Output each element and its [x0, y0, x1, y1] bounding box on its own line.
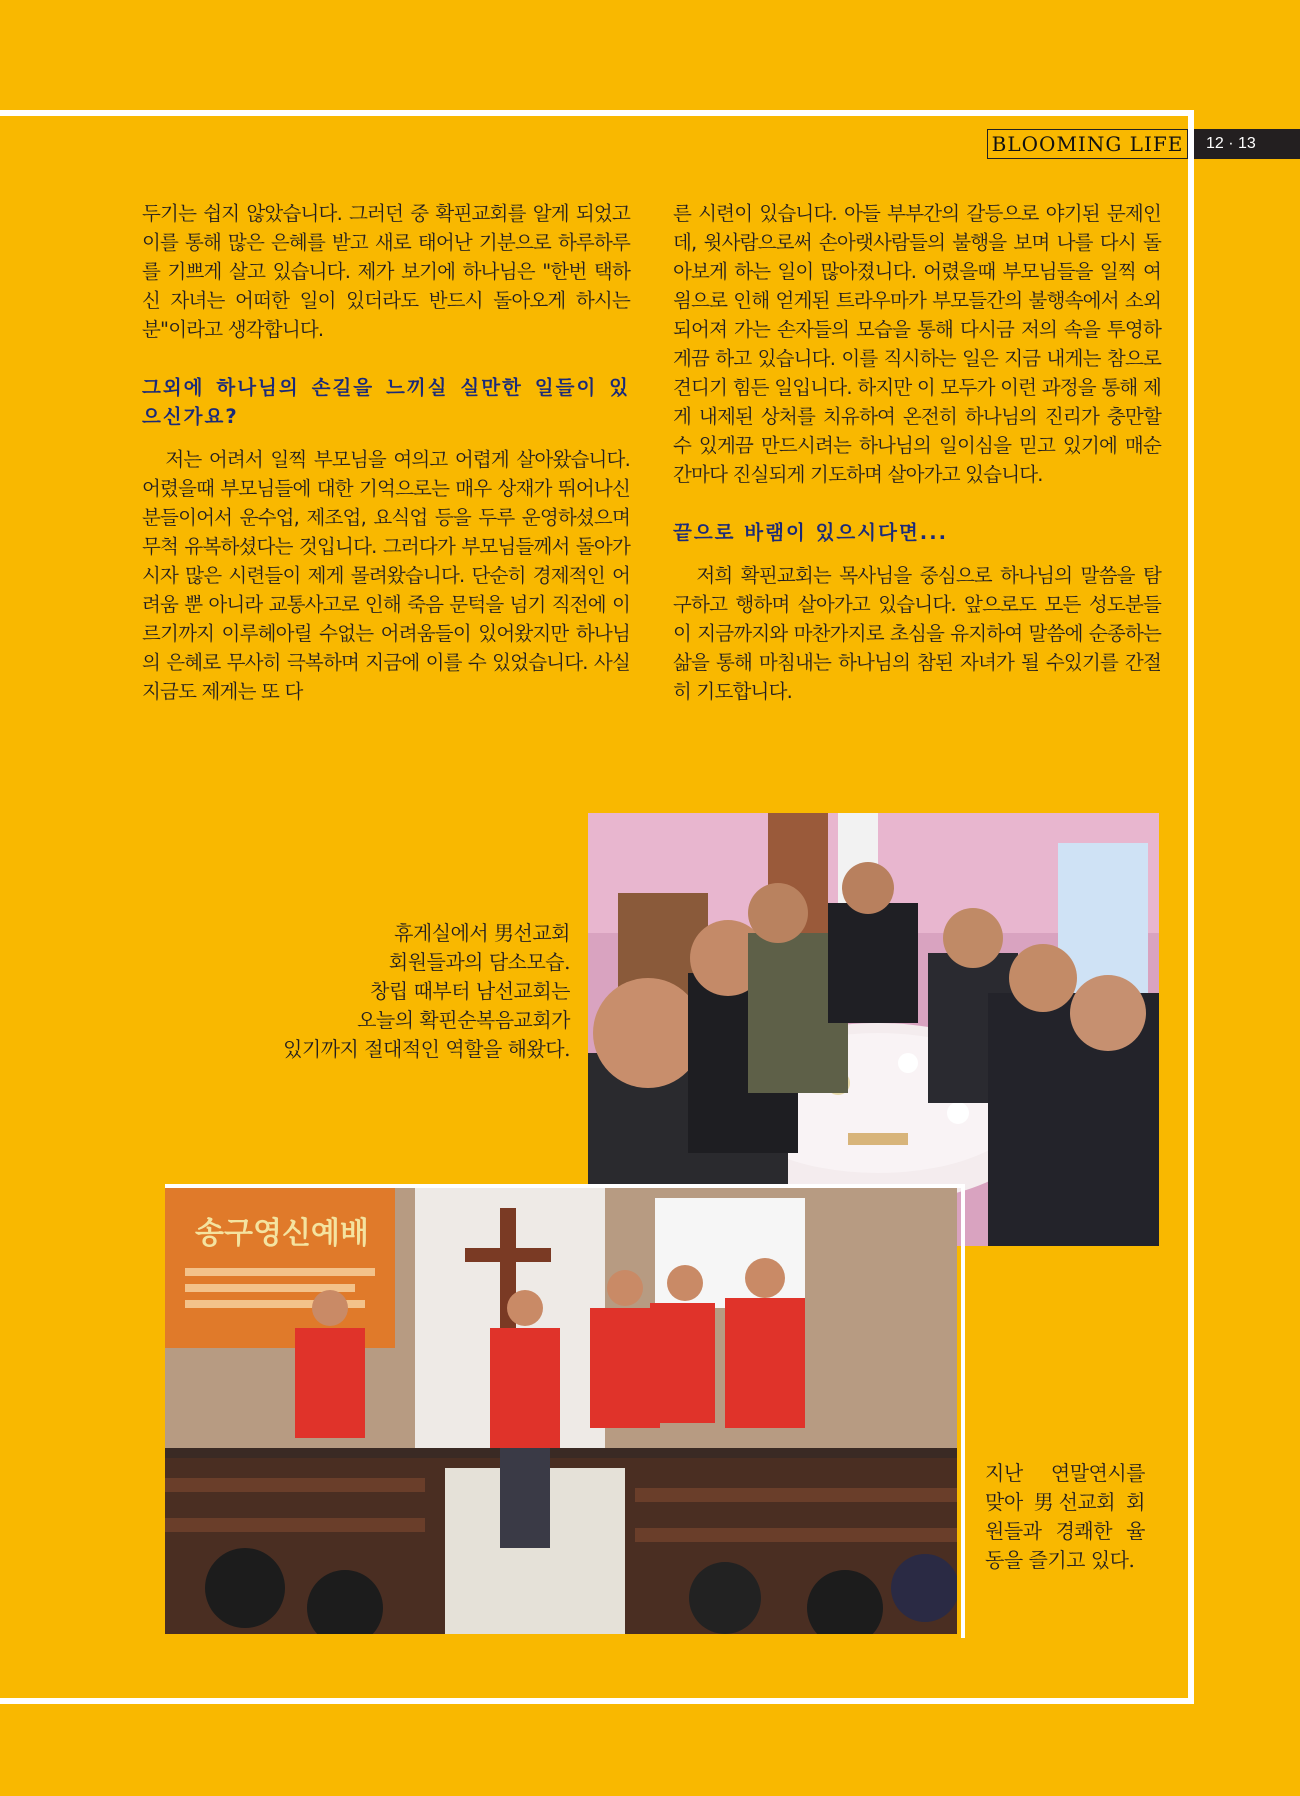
banner-text: 송구영신예배 — [195, 1216, 369, 1251]
right-paragraph-2: 저희 확핀교회는 목사님을 중심으로 하나님의 말씀을 탐구하고 행하며 살아가고 있습니다. 앞으로도 모든 성도분들이 지금까지와 마찬가지로 초심을 유지하여 말씀에 순종하는 삶을 통해 마침내는 하나님의 참된 자녀가 될 수있기를 간절히 기도합니다. — [673, 564, 1161, 703]
caption-line: 회원들과의 담소모습. — [388, 950, 570, 974]
lounge-photo — [588, 813, 1159, 1246]
right-section-heading: 끝으로 바램이 있으시다면... — [673, 521, 949, 544]
lounge-photo-caption — [230, 919, 570, 1064]
left-paragraph-1: 두기는 쉽지 않았습니다. 그러던 중 확핀교회를 알게 되었고 이를 통해 많은 은혜를 받고 새로 태어난 기분으로 하루하루를 기쁘게 살고 있습니다. 제가 보기에 하나님은 "한번 택하신 자녀는 어떠한 일이 있더라도 반드시 돌아오게 하시는 분"이라고 생각합니다. — [142, 202, 630, 341]
performance-photo-caption: 지난 연말연시를 맞아 男선교회 회원들과 경쾌한 율동을 즐기고 있다. — [985, 1461, 1145, 1572]
caption-line: 오늘의 확핀순복음교회가 — [357, 1008, 570, 1032]
caption-line: 있기까지 절대적인 역할을 해왔다. — [283, 1037, 570, 1061]
page-numbers: 12 · 13 — [1194, 129, 1300, 159]
page-frame-top — [0, 110, 1194, 116]
left-section-heading: 그외에 하나님의 손길을 느끼실 실만한 일들이 있으신가요? — [142, 376, 630, 428]
right-text-column — [673, 199, 1161, 706]
left-text-column — [142, 199, 630, 706]
left-paragraph-2: 저는 어려서 일찍 부모님을 여의고 어렵게 살아왔습니다. 어렸을때 부모님들에 대한 기억으로는 매우 상재가 뛰어나신 분들이어서 운수업, 제조업, 요식업 등을 두루 운영하셨으며 무척 유복하셨다는 것입니다. 그러다가 부모님들께서 돌아가시자 많은 시련들이 제게 몰려왔습니다. 단순히 경제적인 어려움 뿐 아니라 교통사고로 인해 죽음 문턱을 넘기 직전에 이르기까지 이루헤아릴 수없는 어려움들이 있어왔지만 하나님의 은혜로 무사히 극복하며 지금에 이를 수 있었습니다. 사실 지금도 제게는 또 다 — [142, 448, 630, 703]
caption-line: 창립 때부터 남선교회는 — [370, 979, 570, 1003]
page-frame-bottom — [0, 1698, 1194, 1704]
right-paragraph-1: 른 시련이 있습니다. 아들 부부간의 갈등으로 야기된 문제인데, 윗사람으로써 손아랫사람들의 불행을 보며 나를 다시 돌아보게 하는 일이 많아졌니다. 어렸을때 부모님들을 일찍 여읨으로 인해 얻게된 트라우마가 부모들간의 불행속에서 소외되어져 가는 손자들의 모습을 통해 다시금 저의 속을 투영하게끔 하고 있습니다. 이를 직시하는 일은 지금 내게는 참으로 견디기 힘든 일입니다. 하지만 이 모두가 이런 과정을 통해 제게 내제된 상처를 치유하여 온전히 하나님의 진리가 충만할 수 있게끔 만드시려는 하나님의 일이심을 믿고 있기에 매순간마다 진실되게 기도하며 살아가고 있습니다. — [673, 202, 1161, 486]
performance-photo — [165, 1184, 965, 1638]
caption-line: 휴게실에서 男선교회 — [394, 921, 570, 945]
magazine-title: BLOOMING LIFE — [987, 129, 1188, 159]
page-frame-right — [1188, 110, 1194, 1704]
